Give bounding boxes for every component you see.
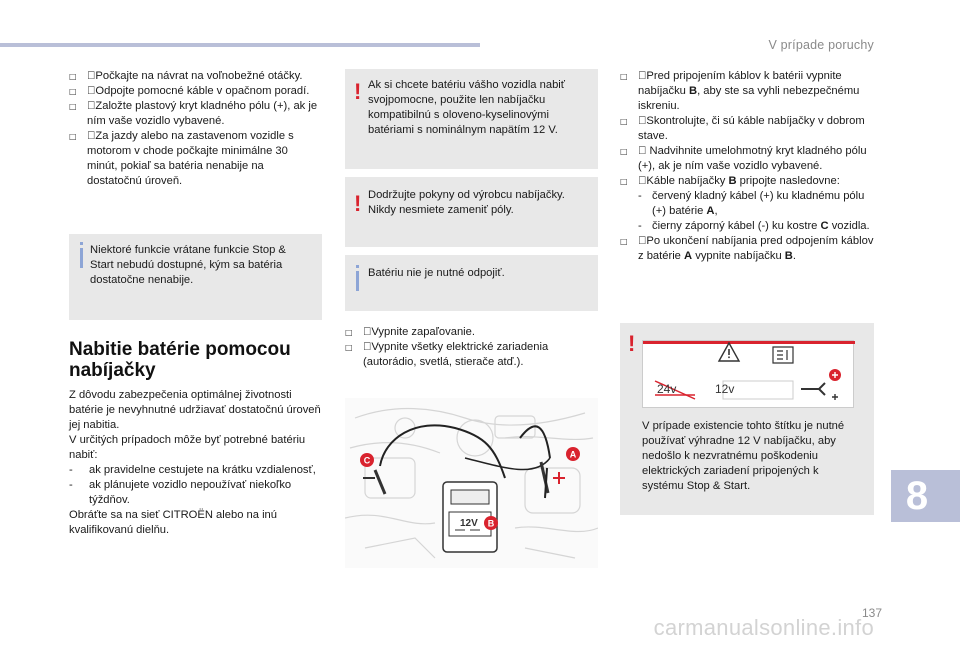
list-item: - čierny záporný kábel (-) ku kostre C vozidla. xyxy=(638,220,870,232)
bullet-icon: □ xyxy=(69,87,77,96)
list-item: - ak plánujete vozidlo nepoužívať niekoľko týždňov. xyxy=(69,479,292,506)
label-drawing xyxy=(643,341,855,409)
warning-box-charger: ! Ak si chcete batériu vášho vozidla nabiť svojpomocne, použite len nabíjačku kompatibilnú s oloveno-kyselinovými batériami s nominálnym napätím 12 V. xyxy=(345,69,598,169)
engine-bay-illustration xyxy=(345,398,598,568)
label-a: A xyxy=(569,449,577,460)
header-bar xyxy=(0,43,480,47)
list-item: - červený kladný kábel (+) ku kladnému pólu (+) batérie A, xyxy=(638,190,865,217)
list-item: □ Za jazdy alebo na zastavenom vozidle s motorom v chode počkajte minimálne 30 minút, pokiaľ sa batéria nenabije na dostatočnú úroveň. xyxy=(69,130,294,187)
column-2-list xyxy=(345,325,597,370)
list-item: □ Počkajte na návrat na voľnobežné otáčky. xyxy=(69,70,303,82)
warning-icon: ! xyxy=(354,79,362,104)
bullet-icon: □ xyxy=(620,177,628,186)
dash-list xyxy=(638,189,874,234)
list-item: □ Nadvihnite umelohmotný kryt kladného pólu (+), ak je ním vaše vozidlo vybavené. xyxy=(620,145,867,172)
engine-bay-drawing xyxy=(345,398,598,568)
list-item: □ Vypnite všetky elektrické zariadenia (autorádio, svetlá, stierače atď.). xyxy=(345,341,549,368)
watermark: carmanualsonline.info xyxy=(653,615,874,640)
column-1-body: Z dôvodu zabezpečenia optimálnej životnosti batérie je nevyhnutné udržiavať dostatočnú úroveň jej nabitia. V určitých prípadoch môže byť potrebné batériu nabiť: - ak pravidelne cestujete na krátku vzdialenosť, - ak plánujete vozidlo nepoužívať niekoľko týždňov. Obráťte sa na sieť CITROËN alebo na inú kvalifikovanú dielňu. xyxy=(69,389,321,536)
warning-box-polarity: ! Dodržujte pokyny od výrobcu nabíjačky. Nikdy nesmiete zameniť póly. xyxy=(345,177,598,247)
list-item: □ Po ukončení nabíjania pred odpojením káblov z batérie A vypnite nabíjačku B. xyxy=(620,235,874,262)
list-item: □ Založte plastový kryt kladného pólu (+), ak je ním vaše vozidlo vybavené. xyxy=(69,100,318,127)
info-icon xyxy=(356,271,359,291)
dash-list xyxy=(69,463,321,508)
list-item: □ Pred pripojením káblov k batérii vypnite nabíjačku B, aby ste sa vyhli nebezpečnému iskreniu. xyxy=(620,70,860,112)
voltage-24: 24v xyxy=(657,382,677,396)
voltage-12: 12v xyxy=(715,382,735,396)
bullet-icon: □ xyxy=(345,343,353,352)
warning-box-label: ! V prípade existencie tohto štítku je nutné používať výhradne 12 V nabíjačku, aby nedošlo k nezvratnému poškodeniu elektrických zariadení pripojených k systému Stop & Start. xyxy=(620,323,874,515)
info-box: Niektoré funkcie vrátane funkcie Stop & Start nebudú dostupné, kým sa batéria dostatočne nenabije. xyxy=(69,234,322,320)
label-b: B xyxy=(487,518,495,529)
info-icon xyxy=(80,248,83,268)
charger-voltage: 12V xyxy=(460,518,478,529)
column-3 xyxy=(620,69,874,264)
bullet-icon: □ xyxy=(69,102,77,111)
page-number: 137 xyxy=(861,606,882,620)
list-item: □ Odpojte pomocné káble v opačnom poradí. xyxy=(69,85,310,97)
bullet-icon: □ xyxy=(345,328,353,337)
warning-icon: ! xyxy=(354,191,362,216)
charger-clamp-icon xyxy=(801,383,825,395)
bullet-list xyxy=(69,69,319,189)
bullet-icon: □ xyxy=(620,147,628,156)
bullet-icon: □ xyxy=(620,117,628,126)
info-box-battery: Batériu nie je nutné odpojiť. xyxy=(345,255,598,311)
column-1 xyxy=(69,69,319,189)
list-item: □ Skontrolujte, či sú káble nabíjačky v dobrom stave. xyxy=(620,115,865,142)
stop-start-label-illustration xyxy=(642,340,854,408)
label-c: C xyxy=(363,455,371,466)
warning-icon: ! xyxy=(628,331,636,356)
section-title: V prípade poruchy xyxy=(768,38,874,52)
page-heading: Nabitie batérie pomocou nabíjačky xyxy=(69,339,291,381)
bullet-icon: □ xyxy=(69,132,77,141)
list-item: □ Káble nabíjačky B pripojte nasledovne: - červený kladný kábel (+) ku kladnému pólu (+) batérie A, - čierny záporný kábel (-) ku kostre C vozidla. xyxy=(620,174,874,234)
manual-book-icon xyxy=(773,347,793,363)
bullet-icon: □ xyxy=(620,72,628,81)
bullet-icon: □ xyxy=(69,72,77,81)
chapter-tab: 8 xyxy=(891,470,960,522)
list-item: - ak pravidelne cestujete na krátku vzdialenosť, xyxy=(69,464,316,476)
bullet-icon: □ xyxy=(620,237,628,246)
list-item: □ Vypnite zapaľovanie. xyxy=(345,326,475,338)
